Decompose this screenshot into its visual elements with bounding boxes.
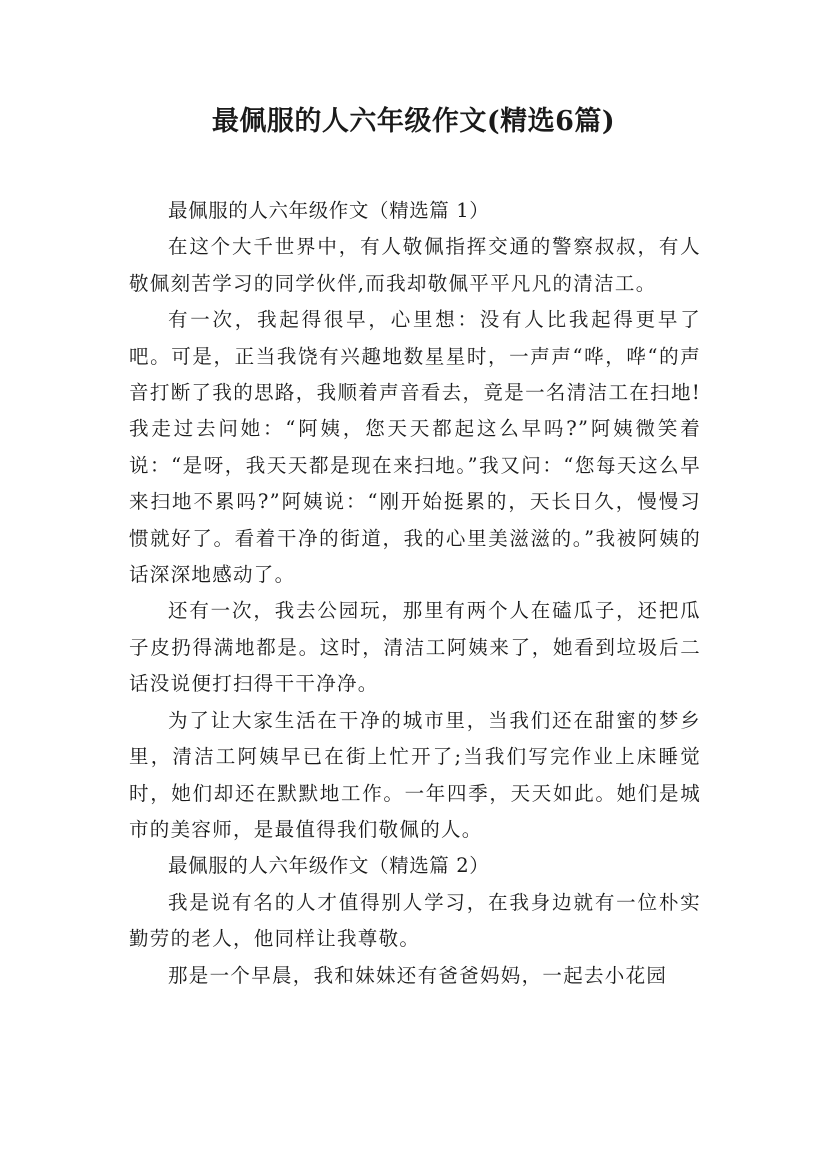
- paragraph: 为了让大家生活在干净的城市里，当我们还在甜蜜的梦乡里，清洁工阿姨早已在街上忙开了;当我们写完作业上床睡觉时，她们却还在默默地工作。一年四季，天天如此。她们是城市的美容师，是最值得我们敬佩的人。: [129, 708, 701, 841]
- paragraph: 在这个大千世界中，有人敬佩指挥交通的警察叔叔，有人敬佩刻苦学习的同学伙伴,而我却敬佩平平凡凡的清洁工。: [129, 235, 701, 295]
- paragraph: 还有一次，我去公园玩，那里有两个人在磕瓜子，还把瓜子皮扔得满地都是。这时，清洁工阿姨来了，她看到垃圾后二话没说便打扫得干干净净。: [129, 599, 701, 696]
- document-title: 最佩服的人六年级作文(精选6篇): [211, 106, 616, 137]
- paragraph: 那是一个早晨，我和妹妹还有爸爸妈妈，一起去小花园: [168, 963, 668, 987]
- document-body: [129, 193, 701, 994]
- paragraph: 有一次，我起得很早，心里想：没有人比我起得更早了吧。可是，正当我饶有兴趣地数星星时，一声声“哗，哗“的声音打断了我的思路，我顺着声音看去，竟是一名清洁工在扫地!我走过去问她：“阿姨，您天天都起这么早吗?”阿姨微笑着说：“是呀，我天天都是现在来扫地。”我又问：“您每天这么早来扫地不累吗?”阿姨说：“刚开始挺累的，天长日久，慢慢习惯就好了。看着干净的街道，我的心里美滋滋的。”我被阿姨的话深深地感动了。: [129, 308, 701, 587]
- section-heading: 最佩服的人六年级作文（精选篇 1）: [168, 199, 490, 222]
- section-heading: 最佩服的人六年级作文（精选篇 2）: [168, 854, 490, 878]
- paragraph: 我是说有名的人才值得别人学习，在我身边就有一位朴实勤劳的老人，他同样让我尊敬。: [129, 890, 701, 951]
